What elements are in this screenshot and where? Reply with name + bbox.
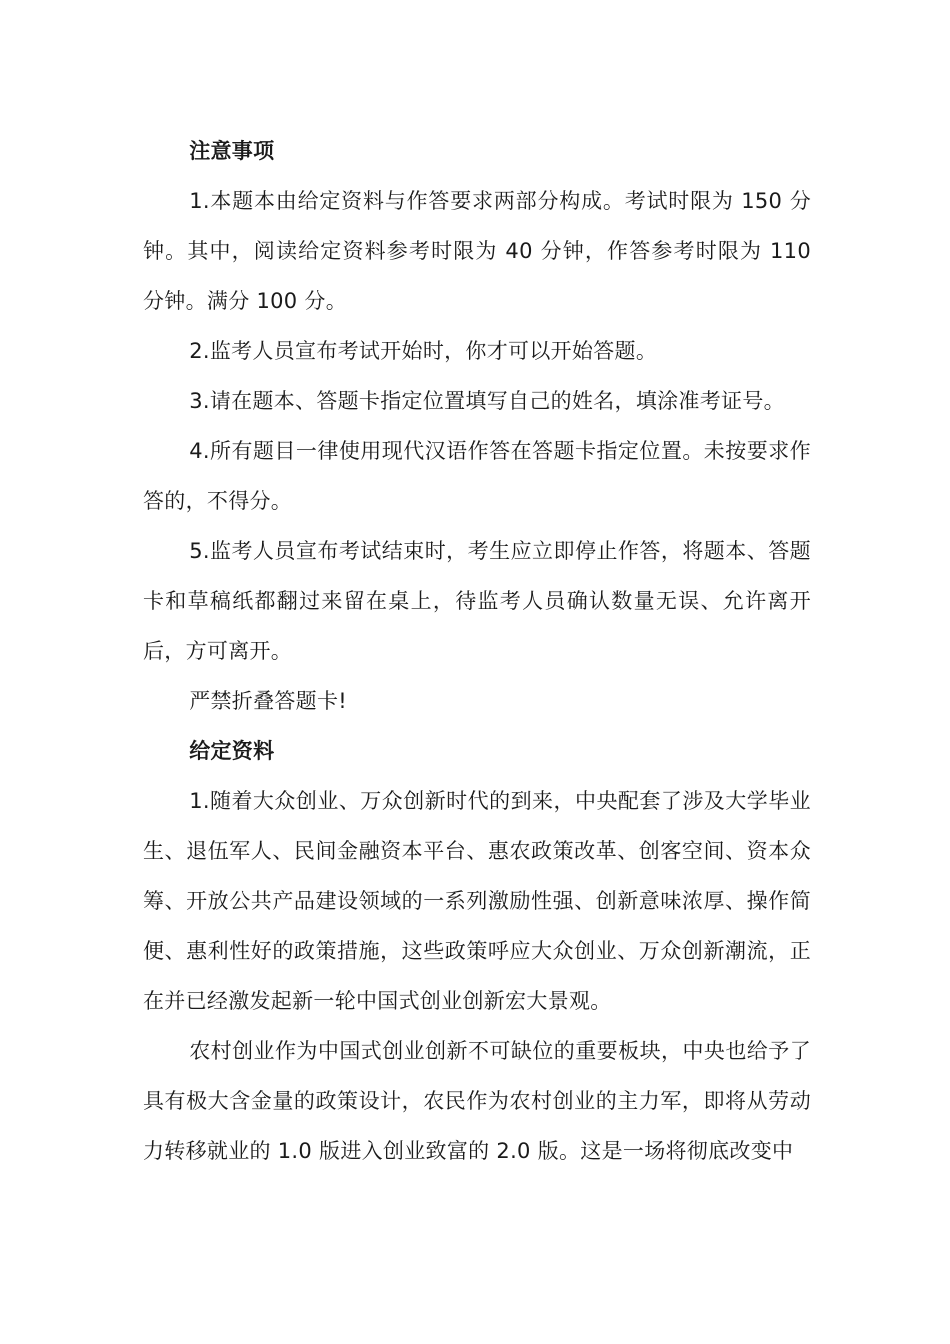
materials-heading: 给定资料 <box>189 739 275 763</box>
notice-warning: 严禁折叠答题卡! <box>189 689 348 713</box>
materials-paragraph-1: 1.随着大众创业、万众创新时代的到来，中央配套了涉及大学毕业生、退伍军人、民间金融资本平台、惠农政策改革、创客空间、资本众筹、开放公共产品建设领域的一系列激励性强、创新意味浓厚、操作简便、惠利性好的政策措施，这些政策呼应大众创业、万众创新潮流，正在并已经激发起新一轮中国式创业创新宏大景观。 <box>143 789 811 1013</box>
notice-item-5: 5.监考人员宣布考试结束时，考生应立即停止作答，将题本、答题卡和草稿纸都翻过来留在桌上，待监考人员确认数量无误、允许离开后，方可离开。 <box>143 539 811 663</box>
materials-paragraph-2: 农村创业作为中国式创业创新不可缺位的重要板块，中央也给予了具有极大含金量的政策设计，农民作为农村创业的主力军，即将从劳动力转移就业的 1.0 版进入创业致富的 2.0 版。这是一场将彻底改变中 <box>143 1039 811 1163</box>
document-body <box>143 126 811 1176</box>
notice-item-3: 3.请在题本、答题卡指定位置填写自己的姓名，填涂准考证号。 <box>189 389 785 413</box>
notice-item-2: 2.监考人员宣布考试开始时，你才可以开始答题。 <box>189 339 658 363</box>
notice-item-4: 4.所有题目一律使用现代汉语作答在答题卡指定位置。未按要求作答的，不得分。 <box>143 439 811 513</box>
notice-heading: 注意事项 <box>189 139 275 163</box>
notice-item-1: 1.本题本由给定资料与作答要求两部分构成。考试时限为 150 分钟。其中，阅读给定资料参考时限为 40 分钟，作答参考时限为 110 分钟。满分 100 分。 <box>143 189 811 313</box>
